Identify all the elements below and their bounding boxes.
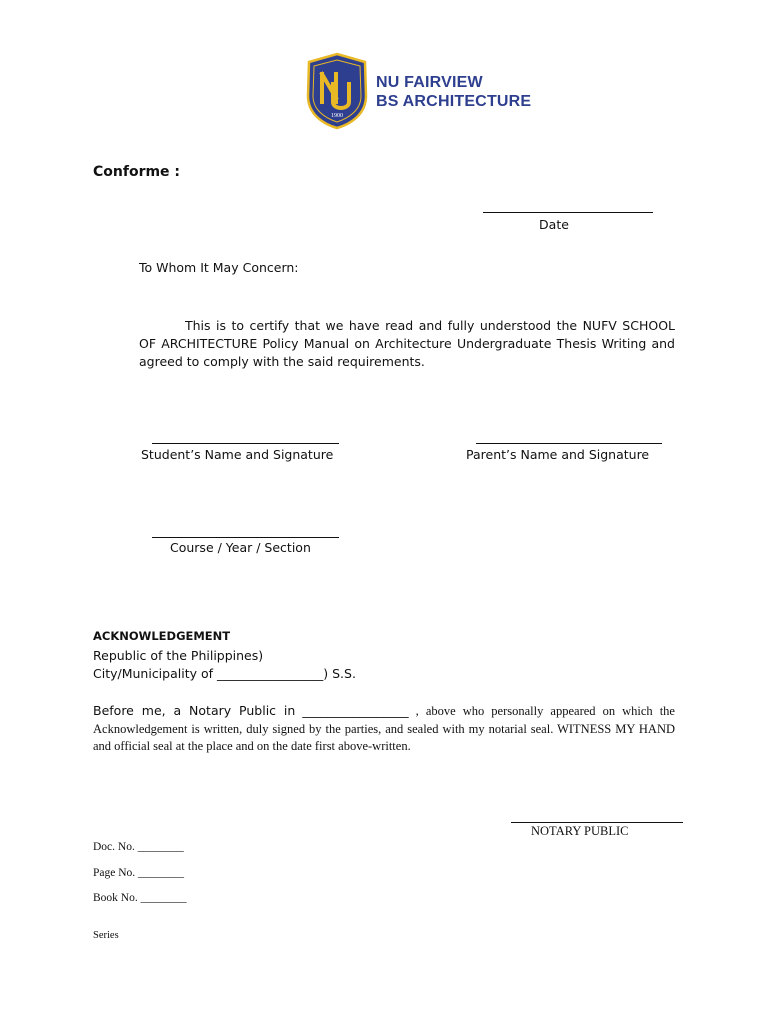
series-label: Series bbox=[93, 930, 119, 941]
student-signature-line bbox=[152, 443, 339, 444]
doc-no-line bbox=[93, 841, 184, 853]
parent-signature-label: Parent’s Name and Signature bbox=[466, 447, 650, 462]
city-suffix: ) S.S. bbox=[323, 666, 356, 681]
brand-line-1: NU FAIRVIEW bbox=[376, 74, 483, 91]
before-blank: _________________ bbox=[302, 703, 409, 718]
course-label: Course / Year / Section bbox=[170, 540, 311, 555]
doc-no-label: Doc. No. bbox=[93, 841, 135, 853]
acknowledgement-paragraph bbox=[93, 702, 675, 756]
page-no-label: Page No. bbox=[93, 867, 136, 879]
notary-public-label: NOTARY PUBLIC bbox=[531, 824, 629, 838]
acknowledgement-heading: ACKNOWLEDGEMENT bbox=[93, 629, 231, 643]
book-no-line bbox=[93, 892, 187, 904]
course-signature-line bbox=[152, 537, 339, 538]
before-prefix: Before me, a Notary Public in bbox=[93, 703, 296, 718]
conforme-heading: Conforme : bbox=[93, 164, 181, 180]
shield-crest-icon bbox=[303, 52, 371, 130]
school-logo bbox=[303, 52, 371, 130]
city-line bbox=[93, 666, 356, 681]
certification-paragraph bbox=[139, 317, 675, 371]
seal-year: 1900 bbox=[331, 113, 343, 119]
salutation: To Whom It May Concern: bbox=[139, 260, 299, 275]
certification-text: This is to certify that we have read and fully understood the NUFV SCHOOL OF ARCHITECTURE Policy Manual on Architecture Undergraduate Thesis Writing and agreed to comply with the said requirements. bbox=[139, 318, 675, 369]
city-prefix: City/Municipality of bbox=[93, 666, 214, 681]
student-signature-label: Student’s Name and Signature bbox=[141, 447, 334, 462]
notary-signature-line bbox=[511, 822, 683, 823]
page-no-line bbox=[93, 867, 184, 879]
brand-line-2: BS ARCHITECTURE bbox=[376, 93, 532, 110]
date-signature-line bbox=[483, 212, 653, 213]
date-label: Date bbox=[539, 217, 569, 232]
book-no-blank: ________ bbox=[140, 892, 187, 904]
parent-signature-line bbox=[476, 443, 662, 444]
book-no-label: Book No. bbox=[93, 892, 138, 904]
page-no-blank: ________ bbox=[138, 867, 185, 879]
acknowledgement-text: , above who personally appeared on which the Acknowledgement is written, duly signed by the parties, and sealed with my notarial seal. WITNESS MY HAND and official seal at the place and on the date first above-written. bbox=[93, 704, 675, 753]
republic-line: Republic of the Philippines) bbox=[93, 648, 264, 663]
doc-no-blank: ________ bbox=[137, 841, 184, 853]
brand-name bbox=[376, 73, 531, 111]
city-blank: _________________ bbox=[217, 666, 324, 681]
